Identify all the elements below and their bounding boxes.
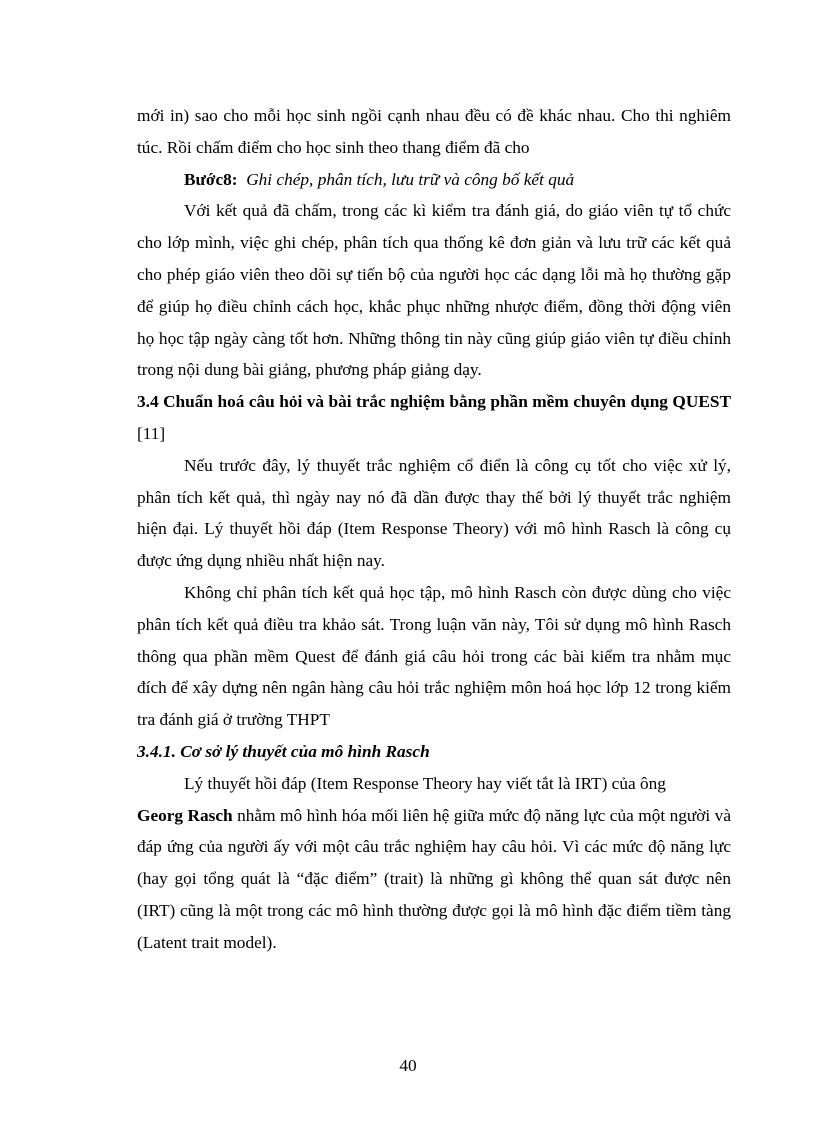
page-number: 40 [399,1056,417,1075]
paragraph-body: nhằm mô hình hóa mối liên hệ giữa mức độ năng lực của một người và đáp ứng của người ấy với một câu trắc nghiệm hay câu hỏi. Vì các mức độ năng lực (hay gọi tổng quát là “đặc điểm” (trait) là những gì không thể quan sát được nên (IRT) cũng là một trong các mô hình thường được gọi là mô hình đặc điểm tiềm tàng (Latent trait model). [137,805,731,952]
paragraph-continuation: mới in) sao cho mỗi học sinh ngồi cạnh nhau đều có đề khác nhau. Cho thi nghiêm túc. Rồi chấm điểm cho học sinh theo thang điểm đã cho [137,106,731,157]
section-title: 3.4 Chuẩn hoá câu hỏi và bài trắc nghiệm bằng phần mềm chuyên dụng QUEST [137,392,731,412]
section-heading-3-4 [137,386,731,450]
step-8-heading [137,164,731,196]
page-body [137,100,731,959]
paragraph-results: Với kết quả đã chấm, trong các kì kiểm tra đánh giá, do giáo viên tự tổ chức cho lớp mình, việc ghi chép, phân tích qua thống kê đơn giản và lưu trữ các kết quả cho phép giáo viên theo dõi sự tiến bộ của người học các dạng lỗi mà họ thường gặp để giúp họ điều chỉnh cách học, khắc phục những nhược điểm, đồng thời động viên họ học tập ngày càng tốt hơn. Những thông tin này cũng giúp giáo viên tự điều chỉnh trong nội dung bài giảng, phương pháp giảng dạy. [137,201,731,380]
paragraph-classical-theory: Nếu trước đây, lý thuyết trắc nghiệm cổ điển là công cụ tốt cho việc xử lý, phân tích kết quả, thì ngày nay nó đã dần được thay thế bởi lý thuyết trắc nghiệm hiện đại. Lý thuyết hồi đáp (Item Response Theory) với mô hình Rasch là công cụ được ứng dụng nhiều nhất hiện nay. [137,455,731,571]
step-label: Bước8: [184,169,238,189]
paragraph-rasch-usage: Không chỉ phân tích kết quả học tập, mô hình Rasch còn được dùng cho việc phân tích kết quả điều tra khảo sát. Trong luận văn này, Tôi sử dụng mô hình Rasch thông qua phần mềm Quest để đánh giá câu hỏi trong các bài kiểm tra nhằm mục đích để xây dựng nên ngân hàng câu hỏi trắc nghiệm môn hoá học lớp 12 trong kiểm tra đánh giá ở trường THPT [137,582,731,730]
citation: [11] [137,423,166,443]
person-name: Georg Rasch [137,805,233,825]
paragraph-georg-rasch [137,800,731,959]
step-title: Ghi chép, phân tích, lưu trữ và công bố kết quả [246,169,575,189]
subsection-heading-3-4-1: 3.4.1. Cơ sở lý thuyết của mô hình Rasch [137,741,430,761]
paragraph-irt-intro: Lý thuyết hồi đáp (Item Response Theory hay viết tắt là IRT) của ông [184,773,666,793]
